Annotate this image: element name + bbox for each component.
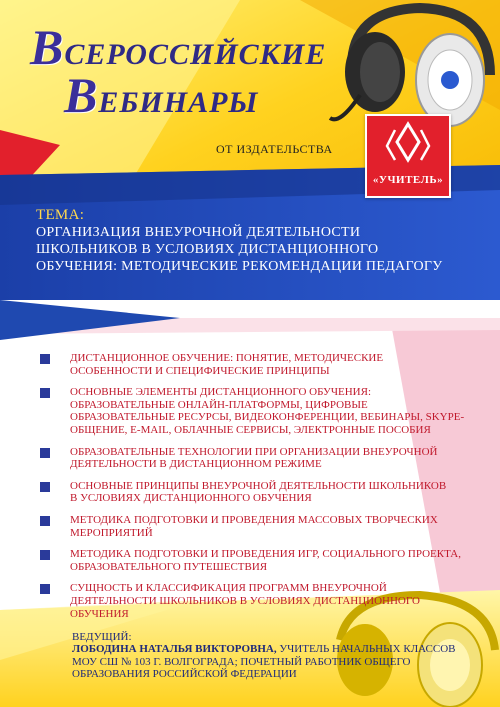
list-item bbox=[40, 480, 470, 505]
logo-mark-icon bbox=[367, 116, 449, 168]
bullet-square-icon bbox=[40, 354, 50, 364]
list-item-line: ДИСТАНЦИОННОЕ ОБУЧЕНИЕ: ПОНЯТИЕ, МЕТОДИЧЕСКИЕ bbox=[70, 352, 384, 364]
list-item-line: ОСНОВНЫЕ ЭЛЕМЕНТЫ ДИСТАНЦИОННОГО ОБУЧЕНИЯ: bbox=[70, 386, 371, 399]
bullet-square-icon bbox=[40, 482, 50, 492]
list-item-line: ОБРАЗОВАТЕЛЬНЫЕ РЕСУРСЫ, ВИДЕОКОНФЕРЕНЦИИ, ВЕБИНАРЫ, SKYPE- bbox=[70, 411, 465, 424]
list-item-line: ДЕЯТЕЛЬНОСТИ В ДИСТАНЦИОННОМ РЕЖИМЕ bbox=[70, 458, 322, 471]
list-item-line: МЕТОДИКА ПОДГОТОВКИ И ПРОВЕДЕНИЯ ИГР, СОЦИАЛЬНОГО ПРОЕКТА, bbox=[70, 548, 461, 561]
title-line-2 bbox=[64, 66, 259, 124]
topic-line: ШКОЛЬНИКОВ В УСЛОВИЯХ ДИСТАНЦИОННОГО bbox=[36, 242, 379, 257]
list-item-line: ОБРАЗОВАТЕЛЬНОГО ПУТЕШЕСТВИЯ bbox=[70, 560, 268, 573]
topic-label: ТЕМА: bbox=[36, 207, 85, 223]
title-rest-1: СЕРОССИЙСКИЕ bbox=[64, 38, 327, 71]
list-item bbox=[40, 352, 470, 377]
list-item bbox=[40, 386, 470, 436]
list-item bbox=[40, 582, 470, 620]
list-item-line: ДЕЯТЕЛЬНОСТИ ШКОЛЬНИКОВ В УСЛОВИЯХ ДИСТАНЦИОННОГО bbox=[70, 594, 420, 607]
list-item-line: ОСНОВНЫЕ ПРИНЦИПЫ ВНЕУРОЧНОЙ ДЕЯТЕЛЬНОСТИ ШКОЛЬНИКОВ bbox=[70, 479, 447, 492]
bullet-square-icon bbox=[40, 550, 50, 560]
program-list bbox=[40, 352, 470, 629]
presenter-name: ЛОБОДИНА НАТАЛЬЯ ВИКТОРОВНА, bbox=[72, 643, 277, 656]
list-item-line: СУЩНОСТЬ И КЛАССИФИКАЦИЯ ПРОГРАММ ВНЕУРОЧНОЙ bbox=[70, 582, 387, 595]
bullet-square-icon bbox=[40, 584, 50, 594]
list-item bbox=[40, 548, 470, 573]
title-rest-2: ЕБИНАРЫ bbox=[98, 86, 259, 119]
list-item bbox=[40, 446, 470, 471]
publisher-logo-text: «УЧИТЕЛЬ» bbox=[372, 174, 444, 186]
topic-line: ОРГАНИЗАЦИЯ ВНЕУРОЧНОЙ ДЕЯТЕЛЬНОСТИ bbox=[36, 225, 361, 240]
presenter-block bbox=[72, 631, 467, 681]
title-cap-1: В bbox=[30, 19, 65, 75]
presenter-line: МОУ СШ № 103 Г. ВОЛГОГРАДА; ПОЧЕТНЫЙ РАБОТНИК ОБЩЕГО bbox=[72, 655, 411, 668]
presenter-role: УЧИТЕЛЬ НАЧАЛЬНЫХ КЛАССОВ bbox=[276, 643, 456, 656]
list-item-line: МЕТОДИКА ПОДГОТОВКИ И ПРОВЕДЕНИЯ МАССОВЫХ ТВОРЧЕСКИХ bbox=[70, 513, 438, 526]
bullet-square-icon bbox=[40, 388, 50, 398]
bullet-square-icon bbox=[40, 448, 50, 458]
list-item-line: ОБЩЕНИЕ, E-MAIL, ОБЛАЧНЫЕ СЕРВИСЫ, ЭЛЕКТРОННЫЕ ПОСОБИЯ bbox=[70, 423, 431, 436]
topic-line: ОБУЧЕНИЯ: МЕТОДИЧЕСКИЕ РЕКОМЕНДАЦИИ ПЕДАГОГУ bbox=[36, 259, 443, 274]
presenter-line: ОБРАЗОВАНИЯ РОССИЙСКОЙ ФЕДЕРАЦИИ bbox=[72, 668, 297, 681]
list-item bbox=[40, 514, 470, 539]
list-item-line: ОСОБЕННОСТИ И СПЕЦИФИЧЕСКИЕ ПРИНЦИПЫ bbox=[70, 364, 330, 377]
topic-block bbox=[36, 207, 476, 275]
list-item-line: В УСЛОВИЯХ ДИСТАНЦИОННОГО ОБУЧЕНИЯ bbox=[70, 492, 312, 505]
list-item-line: ОБРАЗОВАТЕЛЬНЫЕ ОНЛАЙН-ПЛАТФОРМЫ, ЦИФРОВЫЕ bbox=[70, 398, 368, 411]
bullet-square-icon bbox=[40, 516, 50, 526]
list-item-line: ОБРАЗОВАТЕЛЬНЫЕ ТЕХНОЛОГИИ ПРИ ОРГАНИЗАЦИИ ВНЕУРОЧНОЙ bbox=[70, 445, 438, 458]
list-item-line: ОБУЧЕНИЯ bbox=[70, 607, 129, 620]
publisher-prefix: ОТ ИЗДАТЕЛЬСТВА bbox=[216, 142, 333, 156]
presenter-line bbox=[72, 643, 467, 655]
publisher-logo-icon bbox=[365, 114, 451, 198]
presenter-label: ВЕДУЩИЙ: bbox=[72, 631, 132, 643]
title-cap-2: В bbox=[64, 67, 99, 123]
list-item-line: МЕРОПРИЯТИЙ bbox=[70, 526, 153, 539]
